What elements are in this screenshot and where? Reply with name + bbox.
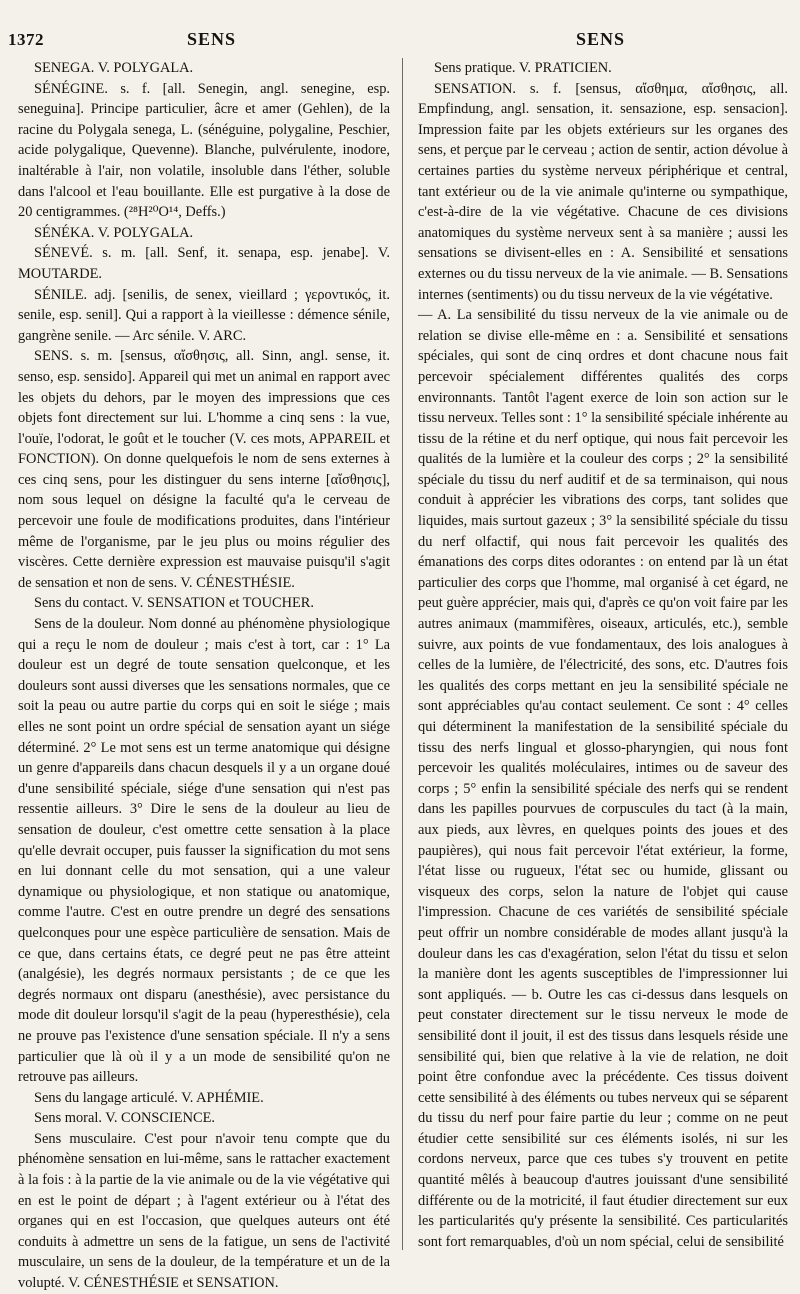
entry-sens-de-la-douleur: Sens de la douleur. Nom donné au phénomène physiologique qui a reçu le nom de douleur ; mais c'est à tort, car : 1° La douleur est un degré de toute sensation quelconque, et les douleurs sont aussi diverses que les sensations normales, que ce soit la peau ou autre partie du corps qui en soit le siége ; mais elles ne sont point un ordre spécial de sensation ayant un siége déterminé. 2° Le mot sens est un terme anatomique qui désigne un genre d'appareils dans chacun desquels il y a un organe doué d'une sensibilité spéciale, siége d'une sensation qui n'est pas ressentie ailleurs. 3° Dire le sens de la douleur au lieu de sensation de douleur, c'est omettre cette sensation à la place qu'elle devrait occuper, puis fausser la signification du mot sens en lui donnant celle du mot sensation, qui a une valeur dynamique ou physiologique, et non statique ou anatomique, comme l'autre. C'est en outre prendre un degré des sensations quelconques pour une espèce particulière de sensation. Mais de ce que, dans certains états, ce degré peut ne pas être atteint (analgésie), les degrés normaux persistants ; de ce que les degrés normaux ont disparu (anesthésie), avec persistance du mode dit douleur lorsqu'il s'agit de la peau (hyperesthésie), cela ne prouve pas l'existence d'une sensation spéciale. Il n'y a sens particulier que là où il y a un mode de sensibilité qu'on ne retrouve pas ailleurs. — [18, 616, 390, 1086]
entry-senega: SENEGA. V. POLYGALA. — [34, 60, 194, 76]
entry-sensation: SENSATION. s. f. [sensus, αἴσθημα, αἴσθησις, all. Empfindung, angl. sensation, it. sensazione, esp. sensacion]. Impression faite par les objets extérieurs sur les organes des sens, et perçue par le cerveau ; action de sentir, action dévolue à certaines parties du système nerveux périphérique et central, tant extérieur ou de la vie animale qu'interne ou sympathique, c'est-à-dire de la vie végétative. Chacune de ces divisions anatomiques du système nerveux sent à sa manière ; aussi les sensations se divisent-elles en : A. Sensibilité et sensations externes ou du tissu nerveux de la vie animale. — B. Sensations internes (sentiments) ou du tissu nerveux de la vie végétative. — [418, 80, 788, 303]
running-head-left: SENS — [187, 29, 237, 49]
column-rule — [402, 58, 403, 1250]
right-column — [418, 58, 788, 1258]
entry-sensation-continued: — A. La sensibilité du tissu nerveux de la vie animale ou de relation se divise elle-même en : a. Sensibilité et sensations spéciales, qui sont de cinq ordres et dont chacune nous fait percevoir spécialement différentes qualités des corps environnants. Tantôt l'agent exerce de loin son action sur le tissu nerveux. Telles sont : 1° la sensibilité spéciale inhérente au tissu de la rétine et du nerf optique, qui nous fait percevoir les qualités de la lumière et la couleur des corps ; 2° la sensibilité spéciale du tissu du nerf auditif et de sa terminaison, qui nous conduit à apprécier les vibrations des corps, tant solides que liquides, mais surtout gazeux ; 3° la sensibilité spéciale du tissu du nerf olfactif, qui nous fait percevoir les qualités des émanations des corps dites odorantes : on entend par là un état particulier des corps que l'homme, mal organisé à cet égard, ne peut guère apprécier, mais qui, d'après ce qu'on voit faire par les autres animaux (mammifères, oiseaux, articulés, etc.), semble suivre, aux points de vue fondamentaux, des lois analogues à celles de la lumière, de l'électricité, des sons, etc. D'autres fois les qualités des corps mettant en jeu la sensibilité spéciale ne sont appréciables qu'au contact seulement. Ce sont : 4° celles qui déterminent la manifestation de la sensibilité spéciale du tissu des nerfs lingual et glosso-pharyngien, qui nous font percevoir les qualités moléculaires, intimes ou de saveur des corps ; 5° enfin la sensibilité spéciale des nerfs qui se rendent dans les papilles pourvues de corpuscules du tact (à la main, aux pieds, aux lèvres, en quelques points des joues et des paupières), qui nous fait percevoir l'état extérieur, la forme, l'état lisse ou rugueux, l'état sec ou humide, glissant ou visqueux des corps, selon la nature de l'objet qui cause l'impression. Chacune de ces variétés de sensibilité spéciale peut offrir un nombre considérable de modes allant jusqu'à la douleur dans les cas d'exagération, selon l'état du tissu et selon la manière dont les agents susceptibles de l'impressionner lui sont appliqués. — b. Outre les cas ci-dessus dans lesquels on peut constater directement sur le tissu nerveux le mode de sensibilité dont il jouit, il est des tissus dans lesquels réside une sensibilité qui, bien que relative à la vie de relation, ne doit point être confondue avec la précédente. Ces tissus doivent cette sensibilité à des éléments ou tubes nerveux qui se séparent du tissu du nerf pour faire partie du leur ; comme on ne peut étudier cette sensibilité sur ces éléments isolés, ni sur les cordons nerveux, parce que ces tubes s'y trouvent en petite quantité mêlés à beaucoup d'autres jouissant d'une sensibilité différente ou de la motricité, il faut étudier directement sur eux les particularités qu'y présente la sensibilité. Ces particularités sont fort remarquables, d'où un nom spécial, celui de sensibilité — [418, 307, 788, 1250]
entry-seneka: SÉNÉKA. V. POLYGALA. — [34, 224, 194, 241]
entry-seneve: SÉNEVÉ. s. m. [all. Senf, it. senapa, esp. jenabe]. V. MOUTARDE. — [18, 245, 390, 282]
left-column — [18, 58, 390, 1292]
entry-sens-musculaire: Sens musculaire. C'est pour n'avoir tenu compte que du phénomène sensation en lui-même, sans le rattacher exactement à la fois : à la partie de la vie animale ou de la vie végétative qui en est le point de départ ; à l'agent extérieur ou à l'état des organes qui en est l'occasion, que quelques auteurs ont été conduits à admettre un sens de la fatigue, un sens de l'activité musculaire, un sens de la douleur, de la température et un de la volupté. V. CÉNESTHÉSIE et SENSATION. — [18, 1130, 390, 1292]
entry-sens: SENS. s. m. [sensus, αἴσθησις, all. Sinn, angl. sense, it. senso, esp. sensido]. Appareil qui met un animal en rapport avec les objets du dehors, par le moyen des impressions que ces objets font directement sur lui. L'homme a cinq sens : la vue, l'ouïe, l'odorat, le goût et le toucher (V. ces mots, APPAREIL et FONCTION). On donne quelquefois le nom de sens externes à ces cinq sens, pour les distinguer du sens interne [αἴσθησις], nom sous lequel on désigne la faculté qu'a le cerveau de percevoir une foule de modifications produites, dans l'intérieur même de l'organisme, par le jeu plus ou moins régulier des viscères. Cette dernière expression est mauvaise puisqu'il s'agit de sensation et non de sens. V. CÉNESTHÉSIE. — [18, 348, 390, 591]
entry-senegine: SÉNÉGINE. s. f. [all. Senegin, angl. senegine, esp. seneguina]. Principe particulier, âcre et amer (Gehlen), de la racine du Polygala senega, L. (sénéguine, polygaline, Peschier, acide polygalique, Quevenne). Blanche, pulvérulente, inodore, inaltérable à l'air, non volatile, insoluble dans l'éther, soluble dans l'alcool et l'eau bouillante. Elle est purgative à la dose de 20 centigrammes. (²⁸H²⁰O¹⁴, Deffs.) — [18, 80, 390, 221]
entry-sens-du-contact: Sens du contact. V. SENSATION et TOUCHER. — [34, 595, 314, 612]
running-head-right: SENS — [576, 29, 626, 49]
page-number: 1372 — [8, 30, 44, 49]
entry-sens-moral: Sens moral. V. CONSCIENCE. — [34, 1110, 215, 1127]
entry-sens-pratique: Sens pratique. V. PRATICIEN. — [434, 60, 612, 76]
entry-senile: SÉNILE. adj. [senilis, de senex, vieillard ; γεροντικός, it. senile, esp. senil]. Qui a rapport à la vieillesse : démence sénile, gangrène senile. — Arc sénile. V. ARC. — [18, 286, 390, 344]
entry-sens-du-langage: Sens du langage articulé. V. APHÉMIE. — [34, 1089, 264, 1106]
